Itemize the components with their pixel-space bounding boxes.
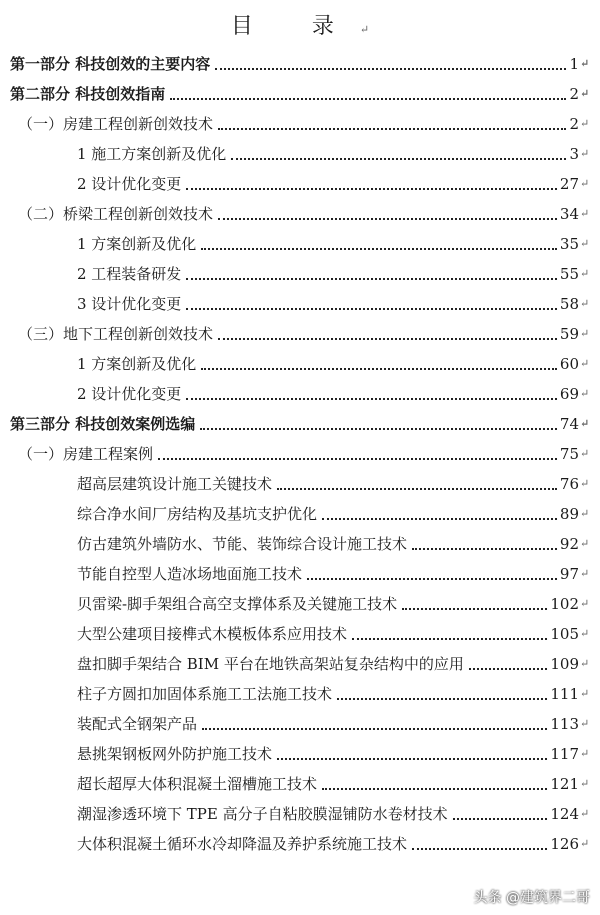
paragraph-mark-icon: ↵ — [580, 57, 590, 70]
toc-entry-label: 装配式全钢架产品 — [77, 715, 198, 733]
toc-dot-leader — [453, 818, 548, 820]
toc-entry-page: 59 — [559, 325, 579, 343]
toc-dot-leader — [322, 518, 557, 520]
toc-entry[interactable] — [0, 344, 600, 374]
toc-dot-leader — [186, 308, 557, 310]
toc-entry-page: 97 — [559, 565, 579, 583]
paragraph-mark-icon: ↵ — [580, 717, 590, 730]
toc-entry-page: 2 — [569, 115, 579, 133]
toc-entry[interactable] — [0, 674, 600, 704]
toc-entry[interactable] — [0, 764, 600, 794]
toc-entry[interactable] — [0, 584, 600, 614]
toc-dot-leader — [201, 368, 557, 370]
paragraph-mark-icon: ↵ — [580, 657, 590, 670]
toc-entry-page: 58 — [559, 295, 579, 313]
toc-entry-label: 盘扣脚手架结合 BIM 平台在地铁高架站复杂结构中的应用 — [77, 655, 464, 673]
toc-dot-leader — [200, 428, 557, 430]
toc-entry[interactable] — [0, 494, 600, 524]
toc-entry-label: 第二部分 科技创效指南 — [10, 85, 166, 103]
toc-dot-leader — [201, 248, 557, 250]
toc-dot-leader — [186, 398, 557, 400]
toc-entry-page: 69 — [559, 385, 579, 403]
toc-entry-label: 3 设计优化变更 — [77, 295, 182, 313]
toc-entry[interactable] — [0, 74, 600, 104]
toc-entry-page: 27 — [559, 175, 579, 193]
paragraph-mark-icon: ↵ — [580, 237, 590, 250]
toc-dot-leader — [402, 608, 547, 610]
toc-entry[interactable] — [0, 404, 600, 434]
paragraph-mark-icon: ↵ — [580, 267, 590, 280]
toc-dot-leader — [218, 338, 557, 340]
paragraph-mark-icon: ↵ — [580, 327, 590, 340]
paragraph-mark-icon: ↵ — [580, 747, 590, 760]
toc-entry-label: 悬挑架钢板网外防护施工技术 — [77, 745, 273, 763]
paragraph-mark-icon: ↵ — [580, 507, 590, 520]
toc-title — [0, 10, 600, 44]
toc-entry-label: 第一部分 科技创效的主要内容 — [10, 55, 211, 73]
toc-entry-page: 35 — [559, 235, 579, 253]
toc-entry[interactable] — [0, 374, 600, 404]
toc-entry-page: 34 — [559, 205, 579, 223]
toc-entry-page: 121 — [550, 775, 579, 793]
toc-dot-leader — [218, 218, 557, 220]
toc-entry-page: 126 — [550, 835, 579, 853]
toc-dot-leader — [186, 278, 557, 280]
toc-dot-leader — [277, 758, 547, 760]
toc-dot-leader — [158, 458, 557, 460]
toc-entry[interactable] — [0, 194, 600, 224]
toc-entry-label: 节能自控型人造冰场地面施工技术 — [77, 565, 303, 583]
toc-entry-page: 1 — [569, 55, 579, 73]
toc-dot-leader — [215, 68, 566, 70]
toc-entry[interactable] — [0, 284, 600, 314]
toc-dot-leader — [337, 698, 547, 700]
toc-title-text: 目 录 — [230, 14, 360, 39]
toc-entry-label: 仿古建筑外墙防水、节能、装饰综合设计施工技术 — [77, 535, 408, 553]
paragraph-mark-icon: ↵ — [580, 537, 590, 550]
toc-entry[interactable] — [0, 434, 600, 464]
toc-entry-page: 109 — [550, 655, 579, 673]
paragraph-mark-icon: ↵ — [580, 147, 590, 160]
toc-entry[interactable] — [0, 734, 600, 764]
toc-entry-label: 潮湿渗透环境下 TPE 高分子自粘胶膜湿铺防水卷材技术 — [77, 805, 448, 823]
watermark: 头条 @建筑界二哥 — [473, 890, 590, 906]
toc-entry-page: 92 — [559, 535, 579, 553]
toc-entry-label: 贝雷梁-脚手架组合高空支撑体系及关键施工技术 — [77, 595, 398, 613]
toc-dot-leader — [352, 638, 547, 640]
toc-entry[interactable] — [0, 254, 600, 284]
toc-entry[interactable] — [0, 104, 600, 134]
table-of-contents — [0, 44, 600, 912]
paragraph-mark-icon: ↵ — [580, 417, 590, 430]
toc-entry[interactable] — [0, 554, 600, 584]
paragraph-mark-icon: ↵ — [580, 297, 590, 310]
toc-entry-page: 55 — [559, 265, 579, 283]
toc-dot-leader — [170, 98, 566, 100]
toc-dot-leader — [307, 578, 557, 580]
toc-dot-leader — [412, 548, 557, 550]
toc-entry-label: （一）房建工程案例 — [18, 445, 154, 463]
toc-entry-page: 111 — [550, 685, 579, 703]
toc-entry-label: 2 设计优化变更 — [77, 385, 182, 403]
toc-entry-page: 60 — [559, 355, 579, 373]
toc-entry-page: 75 — [559, 445, 579, 463]
paragraph-mark-icon: ↵ — [580, 567, 590, 580]
paragraph-mark-icon: ↵ — [580, 387, 590, 400]
toc-entry[interactable] — [0, 524, 600, 554]
paragraph-mark-icon: ↵ — [580, 207, 590, 220]
paragraph-mark-icon: ↵ — [580, 357, 590, 370]
paragraph-mark-icon: ↵ — [580, 177, 590, 190]
toc-dot-leader — [218, 128, 566, 130]
toc-entry[interactable] — [0, 44, 600, 74]
toc-entry[interactable] — [0, 644, 600, 674]
paragraph-mark-icon: ↵ — [580, 777, 590, 790]
toc-dot-leader — [412, 848, 547, 850]
toc-entry-page: 113 — [550, 715, 579, 733]
paragraph-mark-icon: ↵ — [580, 807, 590, 820]
toc-entry-page: 89 — [559, 505, 579, 523]
toc-entry-page: 102 — [550, 595, 579, 613]
toc-entry-page: 76 — [559, 475, 579, 493]
toc-entry-label: 超长超厚大体积混凝土溜槽施工技术 — [77, 775, 318, 793]
paragraph-mark-icon: ↵ — [580, 627, 590, 640]
toc-entry[interactable] — [0, 134, 600, 164]
toc-dot-leader — [202, 728, 547, 730]
paragraph-mark-icon: ↵ — [359, 23, 370, 36]
paragraph-mark-icon: ↵ — [580, 87, 590, 100]
toc-entry[interactable] — [0, 704, 600, 734]
toc-entry[interactable] — [0, 614, 600, 644]
toc-dot-leader — [322, 788, 547, 790]
toc-entry[interactable] — [0, 794, 600, 824]
toc-entry-label: （一）房建工程创新创效技术 — [18, 115, 214, 133]
toc-dot-leader — [469, 668, 548, 670]
toc-dot-leader — [277, 488, 557, 490]
toc-entry-label: 超高层建筑设计施工关键技术 — [77, 475, 273, 493]
toc-entry-label: 柱子方圆扣加固体系施工工法施工技术 — [77, 685, 333, 703]
paragraph-mark-icon: ↵ — [580, 117, 590, 130]
paragraph-mark-icon: ↵ — [580, 477, 590, 490]
toc-entry[interactable] — [0, 824, 600, 854]
toc-dot-leader — [186, 188, 557, 190]
toc-entry[interactable] — [0, 314, 600, 344]
toc-entry[interactable] — [0, 164, 600, 194]
toc-entry-label: 2 工程装备研发 — [77, 265, 182, 283]
toc-entry-page: 74 — [559, 415, 579, 433]
toc-entry-label: 大型公建项目接榫式木模板体系应用技术 — [77, 625, 348, 643]
toc-entry[interactable] — [0, 224, 600, 254]
toc-entry-label: 大体积混凝土循环水冷却降温及养护系统施工技术 — [77, 835, 408, 853]
toc-entry-label: 1 方案创新及优化 — [77, 355, 197, 373]
toc-entry-label: （三）地下工程创新创效技术 — [18, 325, 214, 343]
toc-entry-label: 1 施工方案创新及优化 — [77, 145, 227, 163]
toc-entry-label: 综合净水间厂房结构及基坑支护优化 — [77, 505, 318, 523]
toc-entry-label: 第三部分 科技创效案例选编 — [10, 415, 196, 433]
toc-entry-page: 117 — [550, 745, 579, 763]
paragraph-mark-icon: ↵ — [580, 447, 590, 460]
toc-entry-page: 3 — [569, 145, 579, 163]
toc-entry-label: 2 设计优化变更 — [77, 175, 182, 193]
toc-entry-label: （二）桥梁工程创新创效技术 — [18, 205, 214, 223]
toc-dot-leader — [231, 158, 566, 160]
paragraph-mark-icon: ↵ — [580, 687, 590, 700]
toc-entry-label: 1 方案创新及优化 — [77, 235, 197, 253]
paragraph-mark-icon: ↵ — [580, 597, 590, 610]
paragraph-mark-icon: ↵ — [580, 837, 590, 850]
toc-entry-page: 124 — [550, 805, 579, 823]
toc-entry-page: 2 — [569, 85, 579, 103]
toc-entry-page: 105 — [550, 625, 579, 643]
toc-entry[interactable] — [0, 464, 600, 494]
